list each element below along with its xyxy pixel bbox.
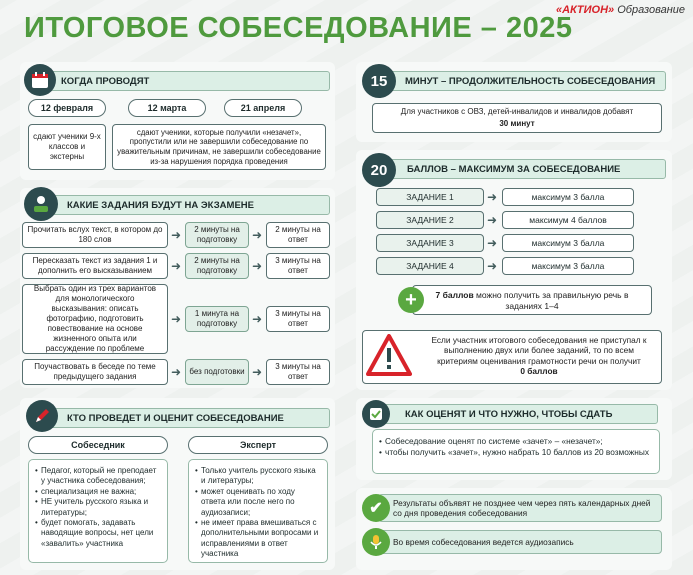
student-icon: [24, 187, 58, 221]
list-item: • будет помогать, задавать наводящие вопросы, нет цели «завалить» участника: [35, 518, 161, 549]
bonus-points: 7 баллов: [435, 290, 474, 300]
points-heading: БАЛЛОВ – МАКСИМУМ ЗА СОБЕСЕДОВАНИЕ: [380, 159, 666, 179]
duration-extra: 30 минут: [499, 119, 535, 128]
warning-icon: [366, 334, 412, 381]
warning-zero: 0 баллов: [520, 366, 558, 377]
calendar-icon: [24, 64, 56, 96]
task-row-2-prep: 2 минуты на подготовку: [185, 253, 249, 279]
who-heading: КТО ПРОВЕДЕТ И ОЦЕНИТ СОБЕСЕДОВАНИЕ: [40, 408, 330, 428]
arrow-icon: ➜: [252, 259, 263, 273]
points-task-1: ЗАДАНИЕ 1: [376, 188, 484, 206]
task-row-4-desc: Поучаствовать в беседе по теме предыдущего задания: [22, 359, 168, 385]
arrow-icon: ➜: [487, 259, 498, 273]
arrow-icon: ➜: [171, 312, 182, 326]
task-row-2-desc: Пересказать текст из задания 1 и дополнить его высказыванием: [22, 253, 168, 279]
points-max-1: максимум 3 балла: [502, 188, 634, 206]
duration-number-badge: 15: [362, 64, 396, 98]
interviewer-title: Собеседник: [28, 436, 168, 454]
page-title: ИТОГОВОЕ СОБЕСЕДОВАНИЕ – 2025: [24, 12, 573, 44]
points-max-2: максимум 4 баллов: [502, 211, 634, 229]
microphone-icon: [362, 528, 390, 556]
task-row-1-answer: 2 минуты на ответ: [266, 222, 330, 248]
tasks-heading: КАКИЕ ЗАДАНИЯ БУДУТ НА ЭКЗАМЕНЕ: [40, 195, 330, 215]
points-task-4: ЗАДАНИЕ 4: [376, 257, 484, 275]
expert-list: [188, 459, 328, 563]
pen-icon: [26, 400, 58, 432]
list-item: • чтобы получить «зачет», нужно набрать 10 баллов из 20 возможных: [379, 447, 653, 458]
task-row-4-answer: 3 минуты на ответ: [266, 359, 330, 385]
retake-note: сдают ученики, которые получили «незачет», пропустили или не завершили собеседование по уважительным причинам, не завершили собеседование из-за нарушения порядка проведения: [112, 124, 326, 170]
checklist-icon: [362, 400, 390, 428]
arrow-icon: ➜: [487, 190, 498, 204]
date-mar: 12 марта: [128, 99, 206, 117]
date-feb: 12 февраля: [28, 99, 106, 117]
task-row-3-answer: 3 минуты на ответ: [266, 306, 330, 332]
list-item: • Собеседование оценят по системе «зачет» – «незачет»;: [379, 436, 653, 447]
bonus-note: [412, 285, 652, 315]
check-icon: ✔: [362, 494, 390, 522]
list-item: • может оценивать по ходу ответа или после него по аудиозаписи;: [195, 487, 321, 518]
arrow-icon: ➜: [252, 312, 263, 326]
list-item: • Только учитель русского языка и литературы;: [195, 466, 321, 487]
list-item: • Педагог, который не преподает у участника собеседования;: [35, 466, 161, 487]
task-row-2-answer: 3 минуты на ответ: [266, 253, 330, 279]
list-item: • НЕ учитель русского языка и литературы;: [35, 497, 161, 518]
arrow-icon: ➜: [487, 236, 498, 250]
bonus-text: можно получить за правильную речь в заданиях 1–4: [476, 290, 629, 311]
first-attempt-note: сдают ученики 9-х классов и экстерны: [28, 124, 106, 170]
task-row-1-prep: 2 минуты на подготовку: [185, 222, 249, 248]
duration-note: [372, 103, 662, 133]
arrow-icon: ➜: [252, 365, 263, 379]
grading-list: [372, 429, 660, 474]
arrow-icon: ➜: [171, 259, 182, 273]
points-max-4: максимум 3 балла: [502, 257, 634, 275]
arrow-icon: ➜: [171, 365, 182, 379]
brand-logo: «АКТИОН» Образование: [555, 4, 685, 16]
list-item: • не имеет права вмешиваться с дополнительными вопросами и исправлениями в ответ участника: [195, 518, 321, 560]
points-task-3: ЗАДАНИЕ 3: [376, 234, 484, 252]
expert-title: Эксперт: [188, 436, 328, 454]
points-number-badge: 20: [362, 153, 396, 187]
task-row-1-desc: Прочитать вслух текст, в котором до 180 слов: [22, 222, 168, 248]
points-max-3: максимум 3 балла: [502, 234, 634, 252]
duration-note-text: Для участников с ОВЗ, детей-инвалидов и инвалидов добавят: [400, 107, 634, 116]
duration-heading: МИНУТ – ПРОДОЛЖИТЕЛЬНОСТЬ СОБЕСЕДОВАНИЯ: [378, 71, 666, 91]
results-note: Результаты объявят не позднее чем через пять календарных дней со дня проведения собеседования: [378, 494, 662, 522]
grading-heading: КАК ОЦЕНЯТ И ЧТО НУЖНО, ЧТОБЫ СДАТЬ: [378, 404, 658, 424]
arrow-icon: ➜: [171, 228, 182, 242]
task-row-3-desc: Выбрать один из трех вариантов для монологического высказывания: описать фотографию, подготовить повествование на основе жизненного опыта или рассуждение по проблеме: [22, 284, 168, 354]
task-row-4-prep: без подготовки: [185, 359, 249, 385]
points-task-2: ЗАДАНИЕ 2: [376, 211, 484, 229]
plus-icon: +: [398, 287, 424, 313]
date-apr: 21 апреля: [224, 99, 302, 117]
when-heading: КОГДА ПРОВОДЯТ: [34, 71, 330, 91]
audio-note: Во время собеседования ведется аудиозапись: [378, 530, 662, 554]
interviewer-list: [28, 459, 168, 563]
task-row-3-prep: 1 минута на подготовку: [185, 306, 249, 332]
warning-text: Если участник итогового собеседования не приступал к выполнению двух или более заданий, то по всем критериям оценивания грамотности речи он получит: [431, 335, 647, 366]
arrow-icon: ➜: [252, 228, 263, 242]
list-item: • специализация не важна;: [35, 487, 161, 497]
arrow-icon: ➜: [487, 213, 498, 227]
